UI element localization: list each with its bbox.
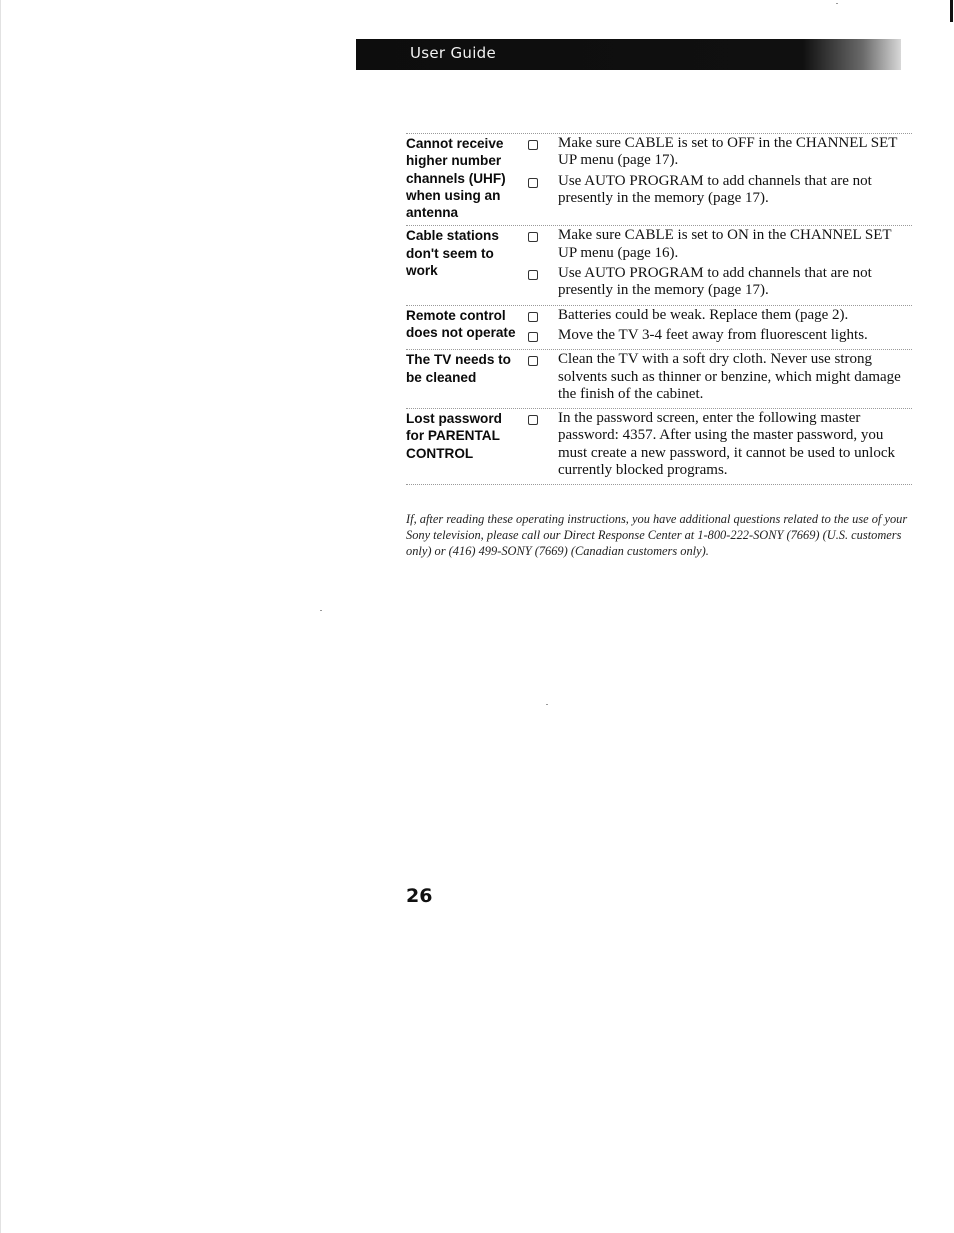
solution-item: [522, 351, 912, 403]
page-edge-line: [0, 0, 1, 1233]
solution-list: [522, 350, 912, 408]
checkbox-bullet-icon: [528, 332, 538, 342]
solution-text: Move the TV 3-4 feet away from fluorescent lights.: [558, 326, 868, 343]
page-edge-mark: [950, 0, 953, 22]
problem-label: Cannot receive higher number channels (UHF) when using an antenna: [406, 136, 506, 221]
solution-text: Make sure CABLE is set to OFF in the CHANNEL SET UP menu (page 17).: [558, 135, 898, 169]
checkbox-bullet-icon: [528, 356, 538, 366]
solution-item: [522, 410, 912, 479]
solution-item: [522, 265, 912, 300]
table-row: [406, 408, 912, 485]
page-number: 26: [406, 885, 433, 907]
solution-text: In the password screen, enter the following master password: 4357. After using the master password, you must create a new password, it cannot be used to unlock currently blocked programs.: [558, 410, 895, 479]
table-row: [406, 225, 912, 304]
solution-text: Use AUTO PROGRAM to add channels that are not presently in the memory (page 17).: [558, 172, 872, 206]
problem-label: Remote control does not operate: [406, 307, 516, 340]
table-row: [406, 305, 912, 350]
support-footnote: If, after reading these operating instructions, you have additional questions related to the use of your Sony television, please call our Direct Response Center at 1-800-222-SONY (7669) (U.S. customers only) or (416) 499-SONY (7669) (Canadian customers only).: [406, 512, 908, 558]
problem-label: The TV needs to be cleaned: [406, 352, 511, 385]
header-bar: [356, 39, 901, 70]
solution-list: [522, 226, 912, 304]
solution-item: [522, 227, 912, 262]
solution-text: Make sure CABLE is set to ON in the CHANNEL SET UP menu (page 16).: [558, 227, 892, 261]
scan-speck: [836, 3, 838, 4]
solution-item: [522, 173, 912, 208]
scan-speck: [320, 610, 322, 611]
checkbox-bullet-icon: [528, 270, 538, 280]
solution-text: Batteries could be weak. Replace them (page 2).: [558, 306, 849, 323]
problem-label: Cable stations don't seem to work: [406, 228, 499, 279]
header-title: User Guide: [410, 44, 497, 62]
solution-item: [522, 135, 912, 170]
solution-item: [522, 327, 912, 344]
checkbox-bullet-icon: [528, 415, 538, 425]
solution-item: [522, 307, 912, 324]
solution-list: [522, 306, 912, 350]
checkbox-bullet-icon: [528, 312, 538, 322]
checkbox-bullet-icon: [528, 232, 538, 242]
table-row: [406, 133, 912, 225]
scan-speck: [546, 704, 548, 705]
troubleshooting-table: [406, 133, 912, 485]
table-row: [406, 349, 912, 408]
solution-list: [522, 409, 912, 484]
checkbox-bullet-icon: [528, 178, 538, 188]
problem-label: Lost password for PARENTAL CONTROL: [406, 411, 502, 461]
solution-text: Use AUTO PROGRAM to add channels that are not presently in the memory (page 17).: [558, 265, 872, 299]
solution-list: [522, 134, 912, 225]
checkbox-bullet-icon: [528, 140, 538, 150]
solution-text: Clean the TV with a soft dry cloth. Never use strong solvents such as thinner or benzine, which might damage the finish of the cabinet.: [558, 351, 901, 402]
